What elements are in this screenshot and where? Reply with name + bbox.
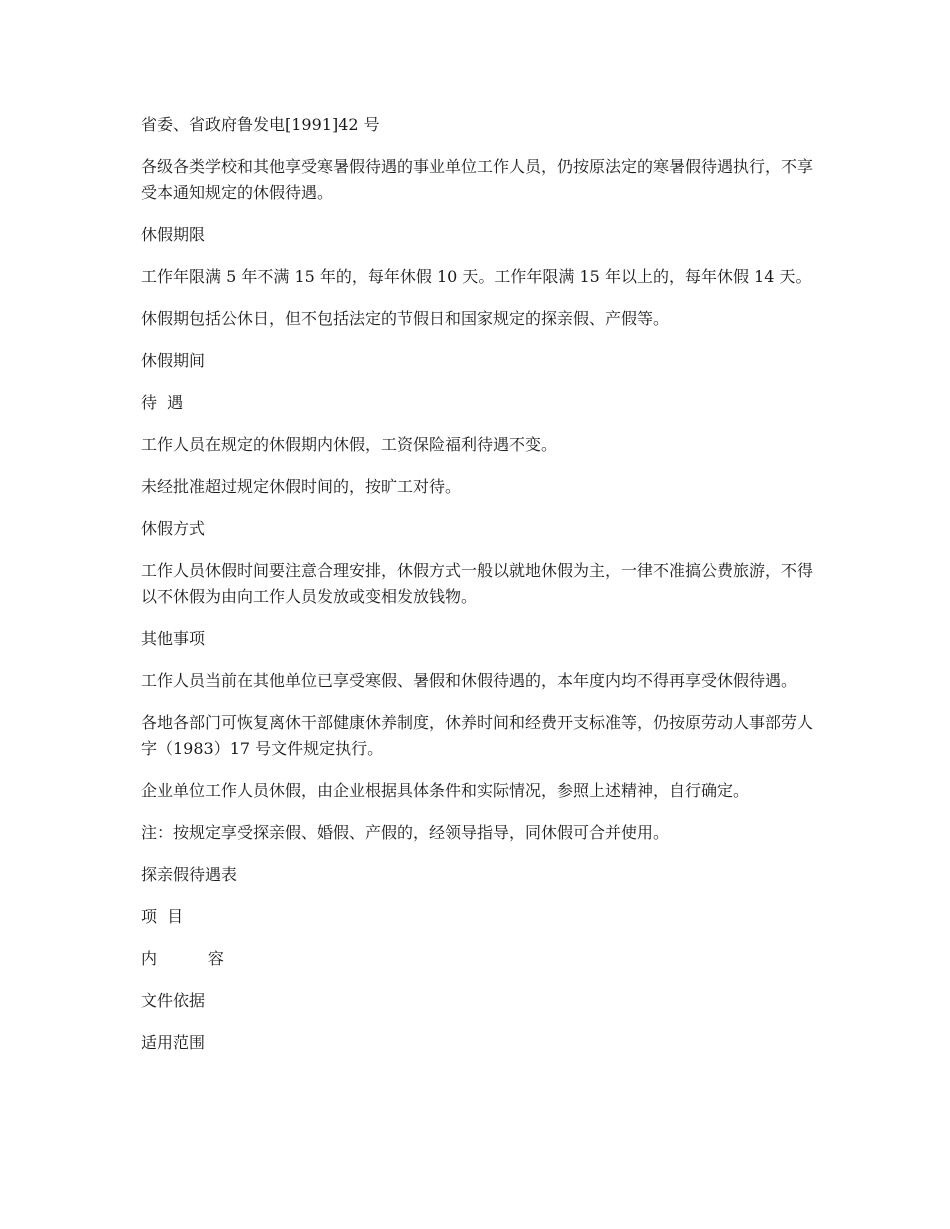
paragraph-retired-cadre-rest: 各地各部门可恢复离休干部健康休养制度，休养时间和经费开支标准等，仍按原劳动人事部劳人字（1983）17 号文件规定执行。 — [141, 713, 814, 758]
table-label-basis: 文件依据 — [141, 991, 206, 1010]
document-page — [141, 112, 821, 1072]
paragraph-leave-inclusions: 休假期包括公休日，但不包括法定的节假日和国家规定的探亲假、产假等。 — [141, 309, 670, 328]
paragraph-leave-arrangement: 工作人员休假时间要注意合理安排，休假方式一般以就地休假为主，一律不准搞公费旅游，不得以不休假为由向工作人员发放或变相发放钱物。 — [141, 561, 814, 606]
paragraph-no-duplicate-leave: 工作人员当前在其他单位已享受寒假、暑假和休假待遇的，本年度内均不得再享受休假待遇。 — [141, 671, 798, 690]
table-label-item: 项 目 — [141, 907, 184, 926]
paragraph-schools-exemption: 各级各类学校和其他享受寒暑假待遇的事业单位工作人员，仍按原法定的寒暑假待遇执行，不享受本通知规定的休假待遇。 — [141, 157, 814, 202]
paragraph-absence-rule: 未经批准超过规定休假时间的，按旷工对待。 — [141, 477, 462, 496]
document-reference: 省委、省政府鲁发电[1991]42 号 — [141, 115, 380, 134]
heading-treatment: 待 遇 — [141, 393, 184, 412]
heading-leave-method: 休假方式 — [141, 519, 206, 538]
paragraph-leave-days: 工作年限满 5 年不满 15 年的，每年休假 10 天。工作年限满 15 年以上的，每年休假 14 天。 — [141, 267, 812, 286]
table-label-content: 内 容 — [141, 949, 224, 968]
paragraph-salary-unchanged: 工作人员在规定的休假期内休假，工资保险福利待遇不变。 — [141, 435, 558, 454]
paragraph-note: 注：按规定享受探亲假、婚假、产假的，经领导指导，同休假可合并使用。 — [141, 823, 670, 842]
heading-other-matters: 其他事项 — [141, 629, 206, 648]
heading-leave-duration: 休假期限 — [141, 225, 206, 244]
table-label-scope: 适用范围 — [141, 1033, 206, 1052]
heading-family-visit-table: 探亲假待遇表 — [141, 865, 238, 884]
paragraph-enterprise-leave: 企业单位工作人员休假，由企业根据具体条件和实际情况，参照上述精神，自行确定。 — [141, 781, 750, 800]
heading-leave-period: 休假期间 — [141, 351, 206, 370]
